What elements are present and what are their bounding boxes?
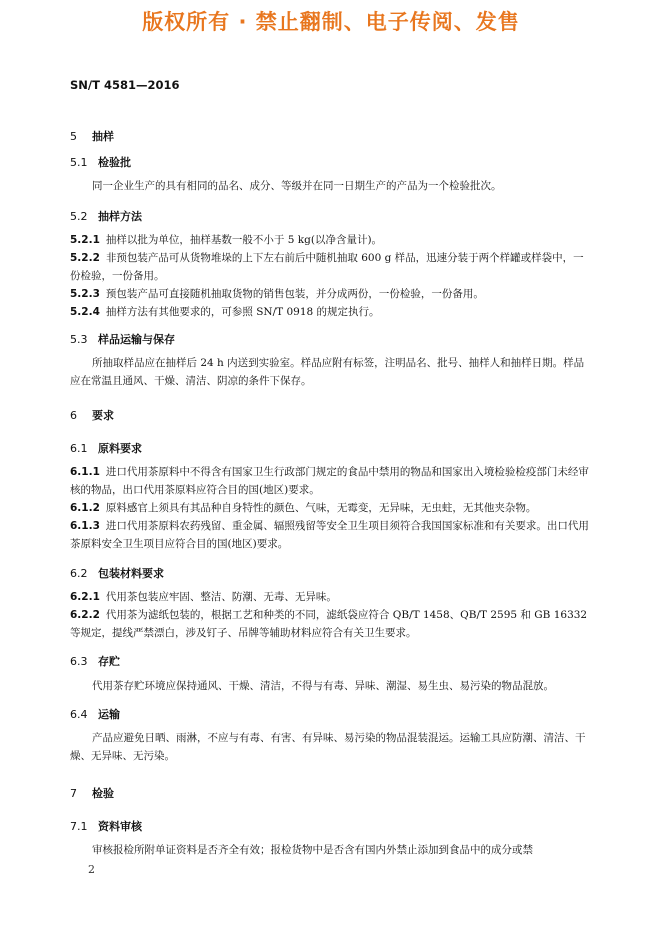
clause-5-2-1: 5.2.1 抽样以批为单位，抽样基数一般不小于 5 kg(以净含量计)。	[70, 234, 383, 246]
heading-5-2: 5.2 抽样方法	[70, 210, 142, 223]
heading-5-1: 5.1 检验批	[70, 156, 131, 169]
clause-6-2-2: 6.2.2 代用茶为滤纸包装的，根据工艺和种类的不同，滤纸袋应符合 QB/T 1458、QB/T 2595 和 GB 16332等规定，提线严禁漂白，涉及钉子、吊牌等辅助材料应符合有关卫生要求。	[70, 609, 588, 639]
copyright-banner: 版权所有 · 禁止翻制、电子传阅、发售	[142, 10, 520, 34]
heading-6-1: 6.1 原料要求	[70, 442, 142, 455]
paragraph-6-4: 产品应避免日晒、雨淋，不应与有毒、有害、有异味、易污染的物品混装混运。运输工具应防潮、清洁、干燥、无异味、无污染。	[70, 732, 586, 762]
heading-5-3: 5.3 样品运输与保存	[70, 333, 175, 346]
heading-6-3: 6.3 存贮	[70, 655, 120, 668]
clause-6-2-1: 6.2.1 代用茶包装应牢固、整洁、防潮、无毒、无异味。	[70, 591, 337, 603]
paragraph-7-1: 审核报检所附单证资料是否齐全有效；报检货物中是否含有国内外禁止添加到食品中的成分或禁	[92, 844, 533, 856]
heading-6-4: 6.4 运输	[70, 708, 120, 721]
heading-6: 6 要求	[70, 409, 114, 422]
paragraph-5-1: 同一企业生产的具有相同的品名、成分、等级并在同一日期生产的产品为一个检验批次。	[92, 180, 502, 192]
paragraph-6-3: 代用茶存贮环境应保持通风、干燥、清洁，不得与有毒、异味、潮湿、易生虫、易污染的物品混放。	[92, 680, 554, 692]
heading-7-1: 7.1 资料审核	[70, 820, 142, 833]
paragraph-5-3: 所抽取样品应在抽样后 24 h 内送到实验室。样品应附有标签，注明品名、批号、抽样人和抽样日期。样品应在常温且通风、干燥、清洁、阴凉的条件下保存。	[70, 357, 585, 387]
heading-7: 7 检验	[70, 787, 114, 800]
clause-5-2-4: 5.2.4 抽样方法有其他要求的，可参照 SN/T 0918 的规定执行。	[70, 306, 380, 318]
page-number: 2	[88, 863, 95, 876]
clause-5-2-3: 5.2.3 预包装产品可直接随机抽取货物的销售包装，并分成两份，一份检验，一份备用。	[70, 288, 484, 300]
clause-6-1-2: 6.1.2 原料感官上须具有其品种自身特性的颜色、气味，无霉变，无异味，无虫蛀，无其他夹杂物。	[70, 502, 537, 514]
heading-6-2: 6.2 包装材料要求	[70, 567, 164, 580]
clause-6-1-3: 6.1.3 进口代用茶原料农药残留、重金属、辐照残留等安全卫生项目须符合我国国家标准和有关要求。出口代用茶原料安全卫生项目应符合目的国(地区)要求。	[70, 520, 589, 550]
clause-6-1-1: 6.1.1 进口代用茶原料中不得含有国家卫生行政部门规定的食品中禁用的物品和国家出入境检验检疫部门未经审核的物品，出口代用茶原料应符合目的国(地区)要求。	[70, 466, 589, 496]
heading-5: 5 抽样	[70, 130, 114, 143]
clause-5-2-2: 5.2.2 非预包装产品可从货物堆垛的上下左右前后中随机抽取 600 g 样品，迅速分装于两个样罐或样袋中，一份检验，一份备用。	[70, 252, 584, 282]
standard-number: SN/T 4581—2016	[70, 78, 180, 92]
